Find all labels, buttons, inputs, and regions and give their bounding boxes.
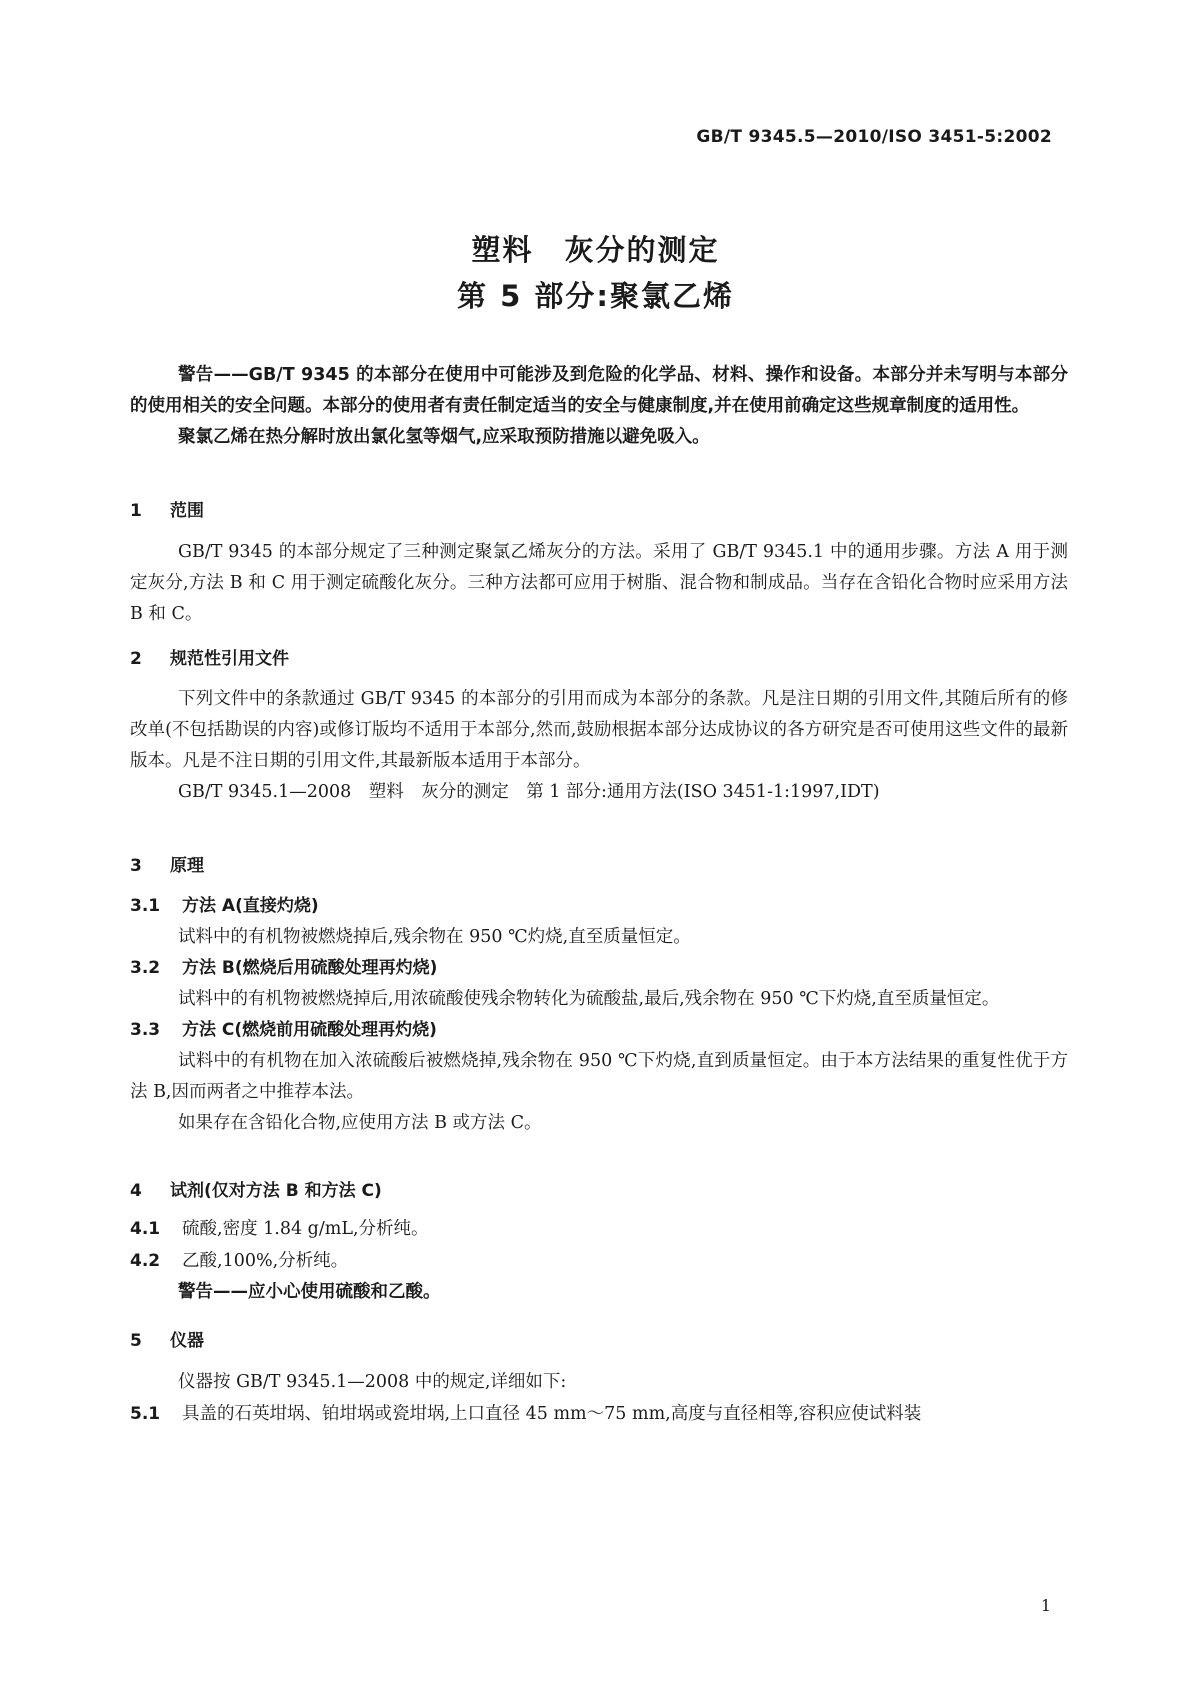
paragraph: 仪器按 GB/T 9345.1—2008 中的规定,详细如下: (178, 1372, 567, 1392)
warning-note: 警告——应小心使用硫酸和乙酸。 (178, 1282, 441, 1302)
subsection-title: 方法 B(燃烧后用硫酸处理再灼烧) (182, 958, 438, 978)
item-text: 硫酸,密度 1.84 g/mL,分析纯。 (182, 1219, 429, 1239)
section-4-body (130, 1213, 1068, 1308)
section-number: 2 (130, 649, 142, 669)
warning-paragraph-pvc: 聚氯乙烯在热分解时放出氯化氢等烟气,应采取预防措施以避免吸入。 (178, 427, 710, 447)
section-title: 规范性引用文件 (170, 649, 289, 669)
subsection-number: 3.1 (130, 896, 161, 916)
item-number: 5.1 (130, 1404, 161, 1424)
section-number: 4 (130, 1181, 142, 1201)
item-number: 4.2 (130, 1251, 161, 1271)
paragraph: 试料中的有机物在加入浓硫酸后被燃烧掉,残余物在 950 ℃下灼烧,直到质量恒定。由于本方法结果的重复性优于方法 B,因而两者之中推荐本法。 (130, 1051, 1068, 1102)
section-3-heading (130, 851, 1068, 876)
section-1-body (130, 537, 1068, 630)
section-3-body (130, 891, 1068, 1139)
section-number: 5 (130, 1331, 142, 1351)
section-number: 1 (130, 501, 142, 521)
normative-reference: GB/T 9345.1—2008 塑料 灰分的测定 第 1 部分:通用方法(ISO 3451-1:1997,IDT) (178, 782, 880, 802)
paragraph: 下列文件中的条款通过 GB/T 9345 的本部分的引用而成为本部分的条款。凡是注日期的引用文件,其随后所有的修改单(不包括勘误的内容)或修订版均不适用于本部分,然而,鼓励根据本部分达成协议的各方研究是否可使用这些文件的最新版本。凡是不注日期的引用文件,其最新版本适用于本部分。 (130, 689, 1068, 771)
item-text: 具盖的石英坩埚、铂坩埚或瓷坩埚,上口直径 45 mm～75 mm,高度与直径相等,容积应使试料装 (182, 1404, 922, 1424)
section-title: 仪器 (170, 1331, 204, 1351)
section-5-heading (130, 1326, 1068, 1351)
document-subtitle: 第 5 部分:聚氯乙烯 (457, 279, 734, 313)
paragraph: 试料中的有机物被燃烧掉后,残余物在 950 ℃灼烧,直至质量恒定。 (178, 927, 691, 947)
document-title: 塑料 灰分的测定 (471, 233, 720, 267)
item-number: 4.1 (130, 1219, 161, 1239)
subsection-title: 方法 C(燃烧前用硫酸处理再灼烧) (182, 1020, 437, 1040)
section-5-body (130, 1367, 1068, 1430)
section-2-body (130, 684, 1068, 808)
page-number: 1 (1040, 1596, 1051, 1615)
section-4-heading (130, 1176, 1068, 1201)
item-text: 乙酸,100%,分析纯。 (182, 1251, 349, 1271)
paragraph: GB/T 9345 的本部分规定了三种测定聚氯乙烯灰分的方法。采用了 GB/T 9345.1 中的通用步骤。方法 A 用于测定灰分,方法 B 和 C 用于测定硫酸化灰分。三种方法都可应用于树脂、混合物和制成品。当存在含铅化合物时应采用方法 B 和 C。 (130, 542, 1068, 624)
paragraph: 试料中的有机物被燃烧掉后,用浓硫酸使残余物转化为硫酸盐,最后,残余物在 950 ℃下灼烧,直至质量恒定。 (178, 989, 1000, 1009)
section-2-heading (130, 644, 1068, 669)
section-1-heading (130, 496, 1068, 521)
standard-code: GB/T 9345.5—2010/ISO 3451-5:2002 (696, 127, 1052, 147)
warning-paragraph: 警告——GB/T 9345 的本部分在使用中可能涉及到危险的化学品、材料、操作和设备。本部分并未写明与本部分的使用相关的安全问题。本部分的使用者有责任制定适当的安全与健康制度,并在使用前确定这些规章制度的适用性。 (130, 365, 1068, 416)
section-number: 3 (130, 856, 142, 876)
warning-block (130, 360, 1068, 453)
subsection-number: 3.2 (130, 958, 161, 978)
section-title: 范围 (170, 501, 204, 521)
section-title: 试剂(仅对方法 B 和方法 C) (170, 1181, 382, 1201)
subsection-title: 方法 A(直接灼烧) (182, 896, 319, 916)
paragraph: 如果存在含铅化合物,应使用方法 B 或方法 C。 (178, 1113, 542, 1133)
section-title: 原理 (170, 856, 204, 876)
subsection-number: 3.3 (130, 1020, 161, 1040)
